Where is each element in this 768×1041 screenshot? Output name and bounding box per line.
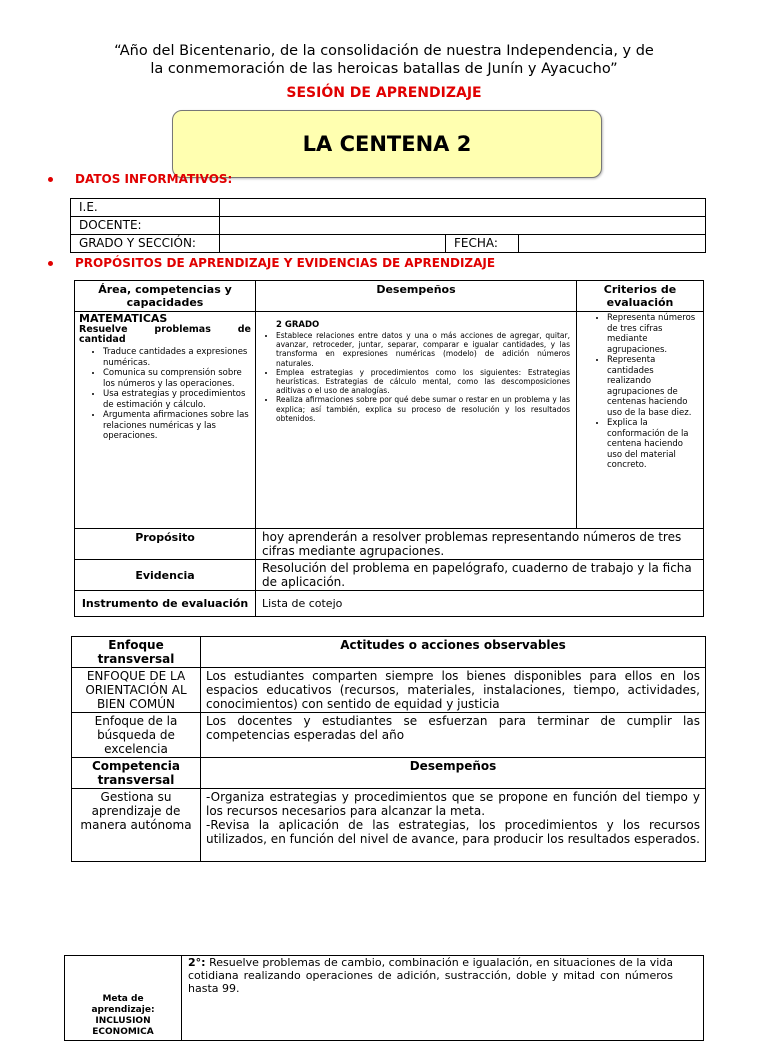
enfoques-table	[71, 636, 706, 862]
list-item: • Traduce cantidades a expresiones numéricas.	[103, 347, 251, 368]
bullet-icon	[48, 177, 53, 182]
list-item: • Realiza afirmaciones sobre por qué debe sumar o restar en un problema y las explica; así también, explica su proceso de resolución y los resultados obtenidos.	[276, 395, 570, 423]
grado-label: GRADO Y SECCIÓN:	[71, 235, 220, 253]
col-criterios: Criterios de evaluación	[577, 281, 704, 312]
enfoque-name: Enfoque de la búsqueda de excelencia	[72, 713, 201, 758]
list-item: • Explica la conformación de la centena haciendo uso del material concreto.	[607, 418, 699, 471]
datos-table	[70, 198, 706, 253]
criterios-list	[581, 313, 699, 471]
motto-line-1: “Año del Bicentenario, de la consolidación de nuestra Independencia, y de	[114, 43, 654, 59]
session-title	[172, 110, 602, 178]
datos-heading	[48, 172, 232, 186]
competencia-name: Gestiona su aprendizaje de manera autónoma	[72, 789, 201, 862]
instrumento-label: Instrumento de evaluación	[75, 591, 256, 617]
list-item: • Comunica su comprensión sobre los números y las operaciones.	[103, 368, 251, 389]
ie-field	[220, 199, 706, 217]
docente-label: DOCENTE:	[71, 217, 220, 235]
proposito-text: hoy aprenderán a resolver problemas representando números de tres cifras mediante agrupaciones.	[256, 529, 704, 560]
area-name: MATEMATICAS	[79, 312, 168, 325]
list-item: • Emplea estrategias y procedimientos como los siguientes: Estrategias heurísticas. Estrategias de cálculo mental, como las descomposiciones aditivas o el uso de analogías.	[276, 368, 570, 396]
meta-content	[182, 956, 704, 1041]
meta-grade: 2°:	[188, 956, 206, 969]
motto-line-2: la conmemoración de las heroicas batallas de Junín y Ayacucho”	[150, 61, 618, 77]
propositos-table	[74, 280, 704, 617]
proposito-label: Propósito	[75, 529, 256, 560]
col-actitudes: Actitudes o acciones observables	[201, 637, 706, 668]
fecha-field	[519, 235, 706, 253]
col-enfoque: Enfoque transversal	[72, 637, 201, 668]
fecha-label: FECHA:	[446, 235, 519, 253]
col-competencia: Competencia transversal	[72, 758, 201, 789]
enfoque-name: ENFOQUE DE LA ORIENTACIÓN AL BIEN COMÚN	[72, 668, 201, 713]
criterios-cell	[577, 312, 704, 529]
bullet-icon	[48, 261, 53, 266]
datos-heading-text: DATOS INFORMATIVOS:	[75, 172, 233, 186]
list-item: • Usa estrategias y procedimientos de estimación y cálculo.	[103, 389, 251, 410]
instrumento-text: Lista de cotejo	[256, 591, 704, 617]
list-item: • Representa cantidades realizando agrupaciones de centenas haciendo uso de la base diez.	[607, 355, 699, 418]
col-area: Área, competencias y capacidades	[75, 281, 256, 312]
evidencia-label: Evidencia	[75, 560, 256, 591]
grado-field	[220, 235, 446, 253]
col-comp-desempenos: Desempeños	[201, 758, 706, 789]
list-item: • Argumenta afirmaciones sobre las relaciones numéricas y las operaciones.	[103, 410, 251, 442]
capacidades-list	[79, 347, 251, 442]
grado-title: 2 GRADO	[276, 320, 320, 330]
docente-field	[220, 217, 706, 235]
desempenos-list	[262, 331, 570, 423]
evidencia-text: Resolución del problema en papelógrafo, cuaderno de trabajo y la ficha de aplicación.	[256, 560, 704, 591]
meta-table	[64, 955, 704, 1041]
enfoque-actitud: Los docentes y estudiantes se esfuerzan para terminar de cumplir las competencias esperadas del año	[201, 713, 706, 758]
list-item: • Establece relaciones entre datos y una o más acciones de agregar, quitar, avanzar, retroceder, juntar, separar, comparar e igualar cantidades, y las transforma en expresiones numéricas (modelo) de adición números naturales.	[276, 331, 570, 368]
motto	[0, 42, 768, 78]
competencia: Resuelve problemas de cantidad	[79, 324, 251, 345]
competencia-line: -Organiza estrategias y procedimientos que se propone en función del tiempo y los recursos necesarios para alcanzar la meta.	[206, 790, 700, 818]
competencia-line: -Revisa la aplicación de las estrategias, los procedimientos y los recursos utilizados, en función del nivel de avance, para producir los resultados esperados.	[206, 818, 700, 846]
session-title-text: LA CENTENA 2	[302, 132, 472, 156]
propositos-heading	[48, 256, 495, 270]
ie-label: I.E.	[71, 199, 220, 217]
session-heading: SESIÓN DE APRENDIZAJE	[286, 85, 482, 101]
desempenos-cell	[256, 312, 577, 529]
competencia-desempenos	[201, 789, 706, 862]
area-cell	[75, 312, 256, 529]
meta-text: Resuelve problemas de cambio, combinación e igualación, en situaciones de la vida cotidiana realizando operaciones de adición, sustracción, doble y mitad con números hasta 99.	[188, 956, 673, 995]
meta-label: Meta de aprendizaje: INCLUSION ECONOMICA	[65, 956, 182, 1041]
propositos-heading-text: PROPÓSITOS DE APRENDIZAJE Y EVIDENCIAS DE APRENDIZAJE	[75, 256, 496, 270]
col-desempenos: Desempeños	[256, 281, 577, 312]
enfoque-actitud: Los estudiantes comparten siempre los bienes disponibles para ellos en los espacios educativos (recursos, materiales, instalaciones, tiempo, actividades, conocimientos) con sentido de equidad y justicia	[201, 668, 706, 713]
list-item: • Representa números de tres cifras mediante agrupaciones.	[607, 313, 699, 355]
